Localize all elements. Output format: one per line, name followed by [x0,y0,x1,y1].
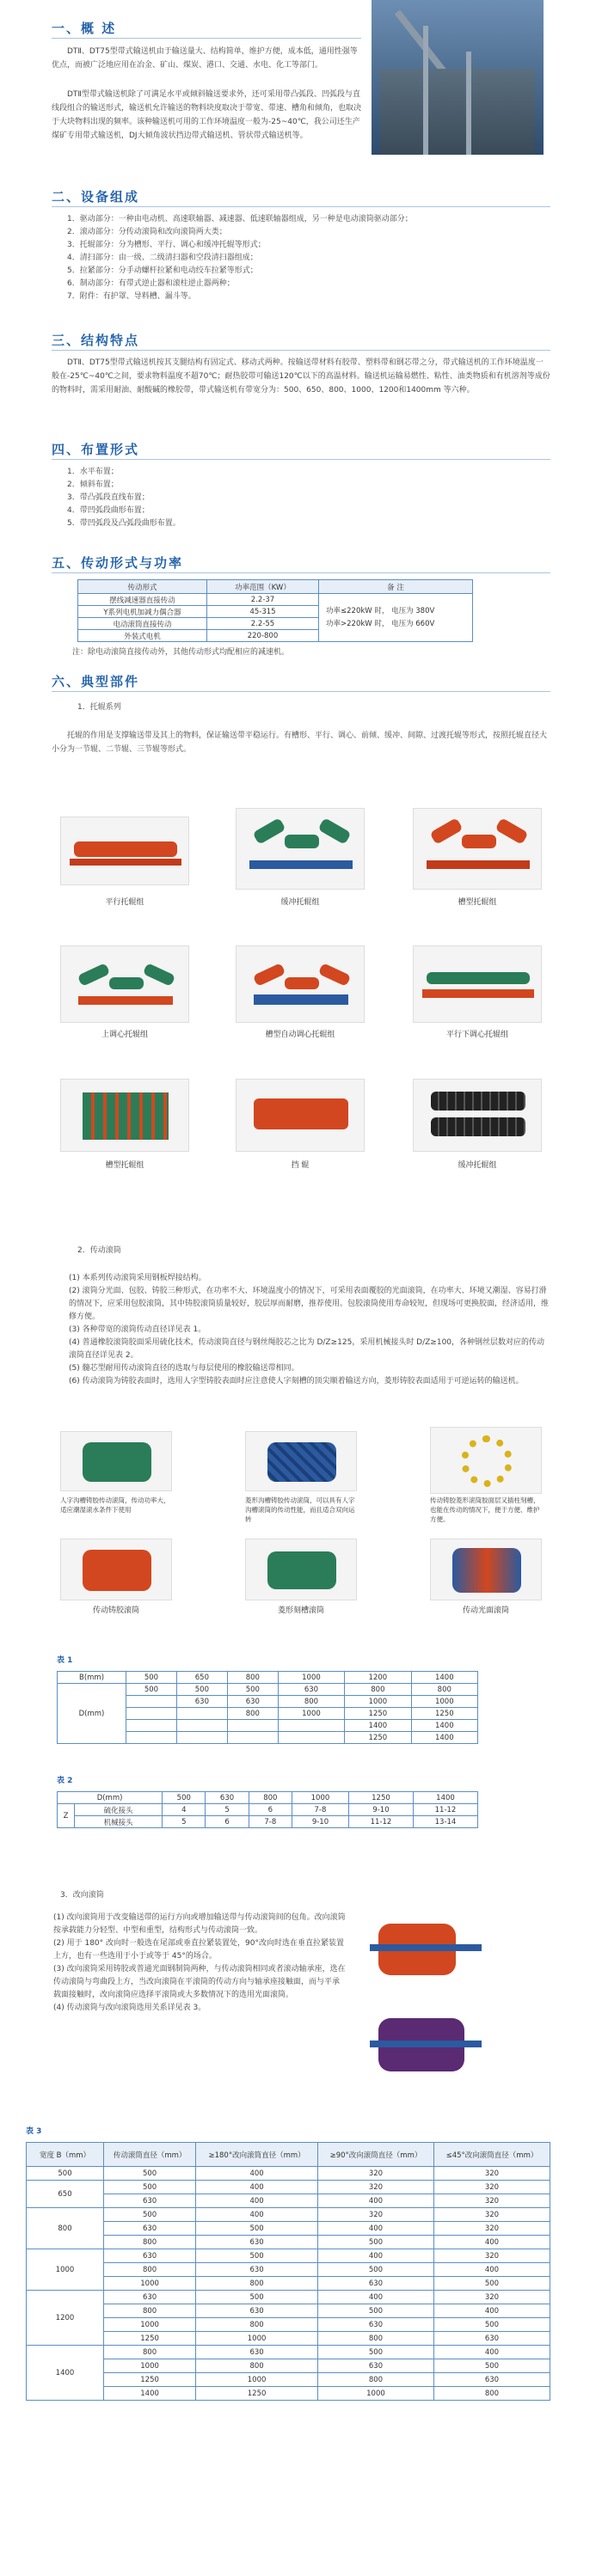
table-header: 630 [206,1792,249,1804]
section-title-layout: 四、布置形式 [52,442,140,457]
table-cell: 400 [196,2181,318,2194]
list-item: 2．倾斜布置； [67,480,119,489]
table-cell: 500 [317,2263,433,2277]
table-cell: 4 [163,1804,206,1816]
pulley-image-diamond-2 [245,1539,357,1600]
caption: 上调心托辊组 [101,1031,148,1039]
divider [52,350,550,351]
table-cell: 800 [433,2387,550,2401]
table-cell: 9-10 [292,1816,348,1828]
table-cell: 800 [411,1684,477,1696]
list-item: (1) 改向滚筒用于改变输送带的运行方向或增加输送带与传动滚筒间的包角。改向滚筒按承载能力分轻型、中型和重型，结构形式与传动滚筒一致。 [53,1913,346,1935]
table-cell: 320 [433,2208,550,2222]
table-cell: 1000 [278,1672,344,1684]
table-cell: 7-8 [249,1816,292,1828]
table-cell: 800 [196,2359,318,2373]
table-row-header: 650 [27,2181,104,2208]
table-cell: 1000 [196,2373,318,2387]
table-cell: 320 [433,2249,550,2263]
drive-note-2: 功率>220kW 时， 电压为 660V [326,619,435,628]
table-cell: 400 [317,2249,433,2263]
table-header: 备 注 [319,580,473,594]
table-cell: 1000 [411,1696,477,1708]
table-cell: 800 [104,2346,196,2359]
table-cell: Y系列电机加减力偶合器 [78,606,207,618]
caption: 平行下调心托辊组 [445,1031,508,1039]
caption: 缓冲托辊组 [458,1161,497,1170]
table-cell: 630 [317,2359,433,2373]
table-header: D(mm) [58,1792,163,1804]
table-cell: 7-8 [292,1804,348,1816]
pulley-image-cast [60,1539,172,1600]
divider [52,459,550,460]
table-cell: 2.2-37 [207,594,319,606]
section-title-structure: 三、结构特点 [52,333,140,348]
table-cell: 320 [433,2181,550,2194]
table-cell: 400 [317,2194,433,2208]
table-1 [57,1671,478,1744]
table-row [27,2346,550,2359]
table-cell: 500 [196,2249,318,2263]
drive-note-cell [319,594,473,642]
table-cell: 1000 [278,1708,344,1720]
conveyor-photo [372,0,544,155]
list-item: 1．水平布置； [67,468,119,476]
list-item: (4) 普通橡胶滚筒胶面采用硫化技术，传动滚筒直径与钢丝绳胶芯之比为 D/Z≥125，采用机械接头时 D/Z≥100，各种钢丝层数对应的传动滚筒直径详见表 2。 [69,1338,545,1360]
table-cell: 1250 [345,1732,411,1744]
table-cell: 500 [104,2167,196,2181]
table-row [27,2291,550,2304]
table-cell: 6 [249,1804,292,1816]
table-cell: 45-315 [207,606,319,618]
table-cell: 500 [104,2181,196,2194]
list-item: 5．带凹弧段及凸弧段曲形布置。 [67,519,181,528]
layout-list [67,466,549,530]
table-cell [176,1708,227,1720]
table-row-header: 1000 [27,2249,104,2291]
table-row [27,2304,550,2318]
table-header: 1250 [348,1792,413,1804]
table-cell: 1000 [104,2359,196,2373]
list-item: (3) 各种带宽的滚筒传动直径详见表 1。 [69,1325,206,1334]
table-cell: 500 [176,1684,227,1696]
pulley-image-smooth [430,1539,542,1600]
table-cell: 800 [227,1672,278,1684]
caption: 槽型托辊组 [105,1161,144,1170]
table-cell: 630 [196,2346,318,2359]
table-cell: 2.2-55 [207,618,319,630]
table-row [27,2359,550,2373]
overview-paragraph-2: DTⅡ型带式输送机除了可满足水平或倾斜输送要求外，还可采用带凸弧段、凹弧段与直线段组合的输送形式，输送机允许输送的物料块度取决于带宽、带速、槽角和倾角，也取决于大块物料出现的频率。该种输送机可用的工作环境温度一般为-25~40℃，我公司还生产煤矿专用带式输送机，DJ大倾角波状挡边带式输送机、管状带式输送机等。 [52,90,362,140]
caption: 传动铸胶菱形滚筒胶面层又插柱刻槽，也能在传动的情况下，便于方便、维护方便。 [430,1496,540,1523]
table-cell: 机械接头 [75,1816,163,1828]
table-cell: 320 [433,2222,550,2236]
table-header: D(mm) [58,1684,126,1744]
table-cell: 400 [317,2222,433,2236]
table-cell: 500 [196,2291,318,2304]
table-cell: 630 [104,2194,196,2208]
caption: 人字沟槽铸胶传动滚筒，传动功率大，适应潮湿滚水条件下使用 [60,1496,170,1514]
list-item: 5．拉紧部分：分手动螺杆拉紧和电动绞车拉紧等形式； [67,266,258,275]
structure-paragraph: DTⅡ、DT75型带式输送机按其支腿结构有固定式、移动式两种。按输送带材料有胶带、塑料带和钢芯带之分，带式输送机的工作环境温度一般在-25℃~40℃之间，要求物料温度不超70℃；耐热胶带可输送120℃以下的高温材料。输送机运输易燃性、粘性、油类物质和有机溶剂等成份的物料时，需采用耐油、耐酸碱的橡胶带，带式输送机有带宽分为：500、650、800、1000、1200和1400mm 等六种。 [52,358,550,395]
table-cell: 800 [196,2277,318,2291]
table-cell: 1400 [411,1672,477,1684]
list-item: 4．清扫部分：由一级、二级清扫器和空段清扫器组成； [67,254,258,262]
list-item: 2．滚动部分：分传动滚筒和改向滚筒两大类； [67,228,227,236]
divider [52,572,550,573]
idler-image-trough-2 [60,1079,189,1152]
table-cell: 320 [433,2291,550,2304]
table-row [27,2332,550,2346]
table-header: B(mm) [58,1672,126,1684]
table-cell: 500 [227,1684,278,1696]
table-cell: 630 [317,2318,433,2332]
table-cell: 400 [433,2304,550,2318]
idlers-paragraph: 托辊的作用是支撑输送带及其上的物料，保证输送带平稳运行。有槽形、平行、调心、前倾、缓冲、间隙、过渡托辊等形式，按照托辊直径大小分为一节辊、二节辊、三节辊等形式。 [52,731,548,754]
table-header: 500 [163,1792,206,1804]
table-cell: 500 [196,2222,318,2236]
table-row [27,2318,550,2332]
list-item: (4) 传动滚筒与改向滚筒选用关系详见表 3。 [53,2004,206,2012]
table-cell: 320 [317,2208,433,2222]
caption: 槽型托辊组 [458,898,497,907]
list-item: 3．托辊部分：分为槽形、平行、调心和缓冲托辊等形式； [67,241,266,249]
caption: 槽型自动调心托辊组 [265,1031,335,1039]
table-cell: 500 [317,2304,433,2318]
table-row [27,2277,550,2291]
table-row [27,2194,550,2208]
subsection-drive-pulley: 2．传动滚筒 [77,1246,121,1255]
table-cell: 400 [433,2236,550,2249]
table-cell: 630 [433,2332,550,2346]
table-cell: 1250 [345,1708,411,1720]
table-cell: 1000 [104,2318,196,2332]
table-header: 1400 [413,1792,477,1804]
table-row-header: 500 [27,2167,104,2181]
idler-image-buffer [236,808,365,890]
table-cell: 320 [433,2194,550,2208]
table-cell: 400 [433,2263,550,2277]
table-header: 传动形式 [78,580,207,594]
table-row [27,2222,550,2236]
idler-image-buffer-2 [413,1079,542,1152]
table-cell: 500 [317,2346,433,2359]
table-cell: 5 [163,1816,206,1828]
table-row [27,2236,550,2249]
table-cell [278,1720,344,1732]
table-cell: 6 [206,1816,249,1828]
table-cell: 320 [433,2167,550,2181]
table-cell: 800 [317,2332,433,2346]
table-header: 功率范围（KW） [207,580,319,594]
drive-footnote: 注：除电动滚筒直接传动外，其他传动形式均配相应的减速机。 [72,648,290,657]
list-item: (6) 传动滚筒为铸胶表面时，选用人字型铸胶表面时应注意使人字刻槽的顶尖顺着输送方向，菱形铸胶表面适用于可逆运转的输送机。 [69,1377,524,1386]
table-cell: 电动滚筒直接传动 [78,618,207,630]
table-cell: 1400 [411,1732,477,1744]
table-cell [227,1720,278,1732]
table-2 [57,1791,478,1828]
table-cell: 400 [433,2346,550,2359]
table-header: 1000 [292,1792,348,1804]
list-item: 6．制动部分：有带式逆止器和滚柱逆止器两种； [67,279,235,288]
table-row [27,2263,550,2277]
divider [52,691,550,692]
caption: 传动光面滚筒 [462,1606,509,1615]
idler-image-parallel [60,817,189,885]
table-3-label: 表 3 [26,2127,42,2136]
drive-table [77,579,473,642]
list-item: 7．附件：有护罩、导料槽、漏斗等。 [67,292,196,301]
table-cell: 320 [317,2167,433,2181]
list-item: (3) 改向滚筒采用铸胶或普通光面钢制筒两种，与传动滚筒相同或者滚动轴承座，选在传动滚筒与弯曲段上方，当改向滚筒在平滚筒的传动方向与轴承座接触面，而与平承载面接触时，改向滚筒应选择平滚筒或大多数情况下的选用光面滚筒。 [53,1965,346,1999]
table-cell: 400 [317,2291,433,2304]
table-row-header: 800 [27,2208,104,2249]
table-cell: 摆线减速器直接传动 [78,594,207,606]
table-cell: 630 [227,1696,278,1708]
subsection-idlers: 1．托辊系列 [77,703,121,712]
table-cell: 5 [206,1804,249,1816]
table-cell: 1250 [104,2332,196,2346]
table-cell: 800 [317,2373,433,2387]
table-3 [26,2142,550,2401]
table-header: 宽度 B（mm） [27,2143,104,2167]
subsection-bend-pulley: 3．改向滚筒 [60,1891,104,1900]
table-cell: 1000 [345,1696,411,1708]
table-row-header: 1200 [27,2291,104,2346]
list-item: (1) 本系列传动滚筒采用钢板焊接结构。 [69,1274,206,1282]
idler-image-upper-align [60,945,189,1023]
table-cell: 400 [196,2167,318,2181]
table-cell: 630 [196,2236,318,2249]
table-row [27,2387,550,2401]
drive-pulley-text [69,1272,550,1388]
table-cell: 630 [196,2304,318,2318]
table-header: ≤45°改向滚筒直径（mm） [433,2143,550,2167]
table-header: Z [58,1804,75,1828]
divider [52,38,361,39]
table-cell: 11-12 [413,1804,477,1816]
table-cell: 800 [278,1696,344,1708]
table-cell: 630 [196,2263,318,2277]
table-cell: 500 [104,2208,196,2222]
overview-paragraph-1: DTⅡ、DT75型带式输送机由于输送量大、结构简单，维护方便，成本低，通用性强等优点，而被广泛地应用在冶金、矿山、煤炭、港口、交通、水电、化工等部门。 [52,47,358,70]
table-cell [126,1708,177,1720]
table-cell: 630 [104,2222,196,2236]
list-item: (2) 滚筒分光面、包胶、铸胶三种形式，在功率不大、环境温度小的情况下，可采用表面覆胶的光面滚筒，在功率大、环境又潮湿、容易打滑的情况下，应采用包胶滚筒，其中铸胶滚筒质量较好，胶层厚而耐磨，推荐使用。包胶滚筒使用寿命较短，但现场可更换胶面，经济适用，维修方便。 [69,1287,550,1321]
table-cell: 500 [433,2318,550,2332]
table-cell: 220-800 [207,630,319,642]
table-cell: 630 [317,2277,433,2291]
table-cell: 1400 [345,1720,411,1732]
table-cell: 800 [345,1684,411,1696]
table-row [27,2181,550,2194]
table-cell [176,1720,227,1732]
caption: 传动铸胶滚筒 [92,1606,139,1615]
idler-image-trough [413,808,542,890]
table-header: 800 [249,1792,292,1804]
table-row [27,2208,550,2222]
table-header: ≥90°改向滚筒直径（mm） [317,2143,433,2167]
table-cell: 1000 [196,2332,318,2346]
table-cell: 1400 [104,2387,196,2401]
table-cell: 1200 [345,1672,411,1684]
idler-image-parallel-lower [413,945,542,1023]
table-2-label: 表 2 [57,1777,73,1785]
table-cell: 630 [176,1696,227,1708]
table-cell: 11-12 [348,1816,413,1828]
table-cell: 500 [433,2359,550,2373]
table-cell: 外装式电机 [78,630,207,642]
table-cell: 630 [104,2249,196,2263]
table-cell: 13-14 [413,1816,477,1828]
table-cell: 硫化接头 [75,1804,163,1816]
list-item: 4．带凹弧段曲形布置； [67,506,150,515]
bend-pulley-image-2 [361,2003,490,2089]
table-cell [126,1720,177,1732]
caption: 挡 辊 [291,1161,310,1170]
table-cell: 800 [104,2236,196,2249]
table-cell: 500 [126,1684,177,1696]
caption: 菱形刻槽滚筒 [277,1606,324,1615]
table-cell: 500 [126,1672,177,1684]
caption: 菱形沟槽铸胶传动滚筒，可以具有人字沟槽滚筒的传动性能，而且适合双向运转 [245,1496,355,1523]
bend-pulley-text [53,1912,346,2015]
list-item: (5) 髓芯型耐用传动滚筒直径的选取与每层使用的橡胶输送带相同。 [69,1364,299,1373]
pulley-image-herringbone [60,1431,172,1491]
caption: 缓冲托辊组 [280,898,320,907]
table-cell: 1000 [104,2277,196,2291]
table-cell: 1000 [317,2387,433,2401]
table-cell: 630 [104,2291,196,2304]
table-cell: 800 [104,2304,196,2318]
section-title-composition: 二、设备组成 [52,189,140,205]
table-cell: 400 [196,2194,318,2208]
table-cell: 320 [317,2181,433,2194]
table-cell: 500 [317,2236,433,2249]
table-row [27,2373,550,2387]
table-cell [126,1696,177,1708]
table-cell: 630 [433,2373,550,2387]
table-cell: 1250 [104,2373,196,2387]
composition-list [67,213,549,303]
list-item: 3．带凸弧段直线布置； [67,493,150,502]
idler-image-auto-align [236,945,365,1023]
table-cell: 9-10 [348,1804,413,1816]
divider [52,206,550,207]
table-cell: 400 [196,2208,318,2222]
table-cell: 800 [104,2263,196,2277]
table-1-label: 表 1 [57,1656,73,1665]
caption: 平行托辊组 [105,898,144,907]
drive-note-1: 功率≤220kW 时， 电压为 380V [326,606,435,615]
pulley-image-diamond [245,1431,357,1491]
table-header: ≥180°改向滚筒直径（mm） [196,2143,318,2167]
table-row [27,2249,550,2263]
table-cell: 1250 [196,2387,318,2401]
table-header: 传动滚筒直径（mm） [104,2143,196,2167]
section-title-overview: 一、概 述 [52,21,117,36]
section-title-drive: 五、传动形式与功率 [52,555,184,571]
table-row-header: 1400 [27,2346,104,2401]
table-cell: 1250 [411,1708,477,1720]
idler-image-stop-roller [236,1079,365,1152]
table-cell: 500 [433,2277,550,2291]
table-cell: 800 [227,1708,278,1720]
table-cell: 800 [196,2318,318,2332]
table-row [27,2167,550,2181]
list-item: (2) 用于 180° 改向时一般选在尾部或垂直拉紧装置处，90°改向时选在垂直拉紧装置上方，也有一些选用于小于或等于 45°的场合。 [53,1939,344,1961]
bend-pulley-image-1 [361,1908,490,1994]
table-cell: 1400 [411,1720,477,1732]
section-title-parts: 六、典型部件 [52,674,140,689]
pulley-image-ring [430,1427,542,1494]
table-cell: 630 [278,1684,344,1696]
table-cell: 650 [176,1672,227,1684]
list-item: 1．驱动部分：一种由电动机、高速联轴器、减速器、低速联轴器组成，另一种是电动滚筒驱动部分； [67,215,413,223]
